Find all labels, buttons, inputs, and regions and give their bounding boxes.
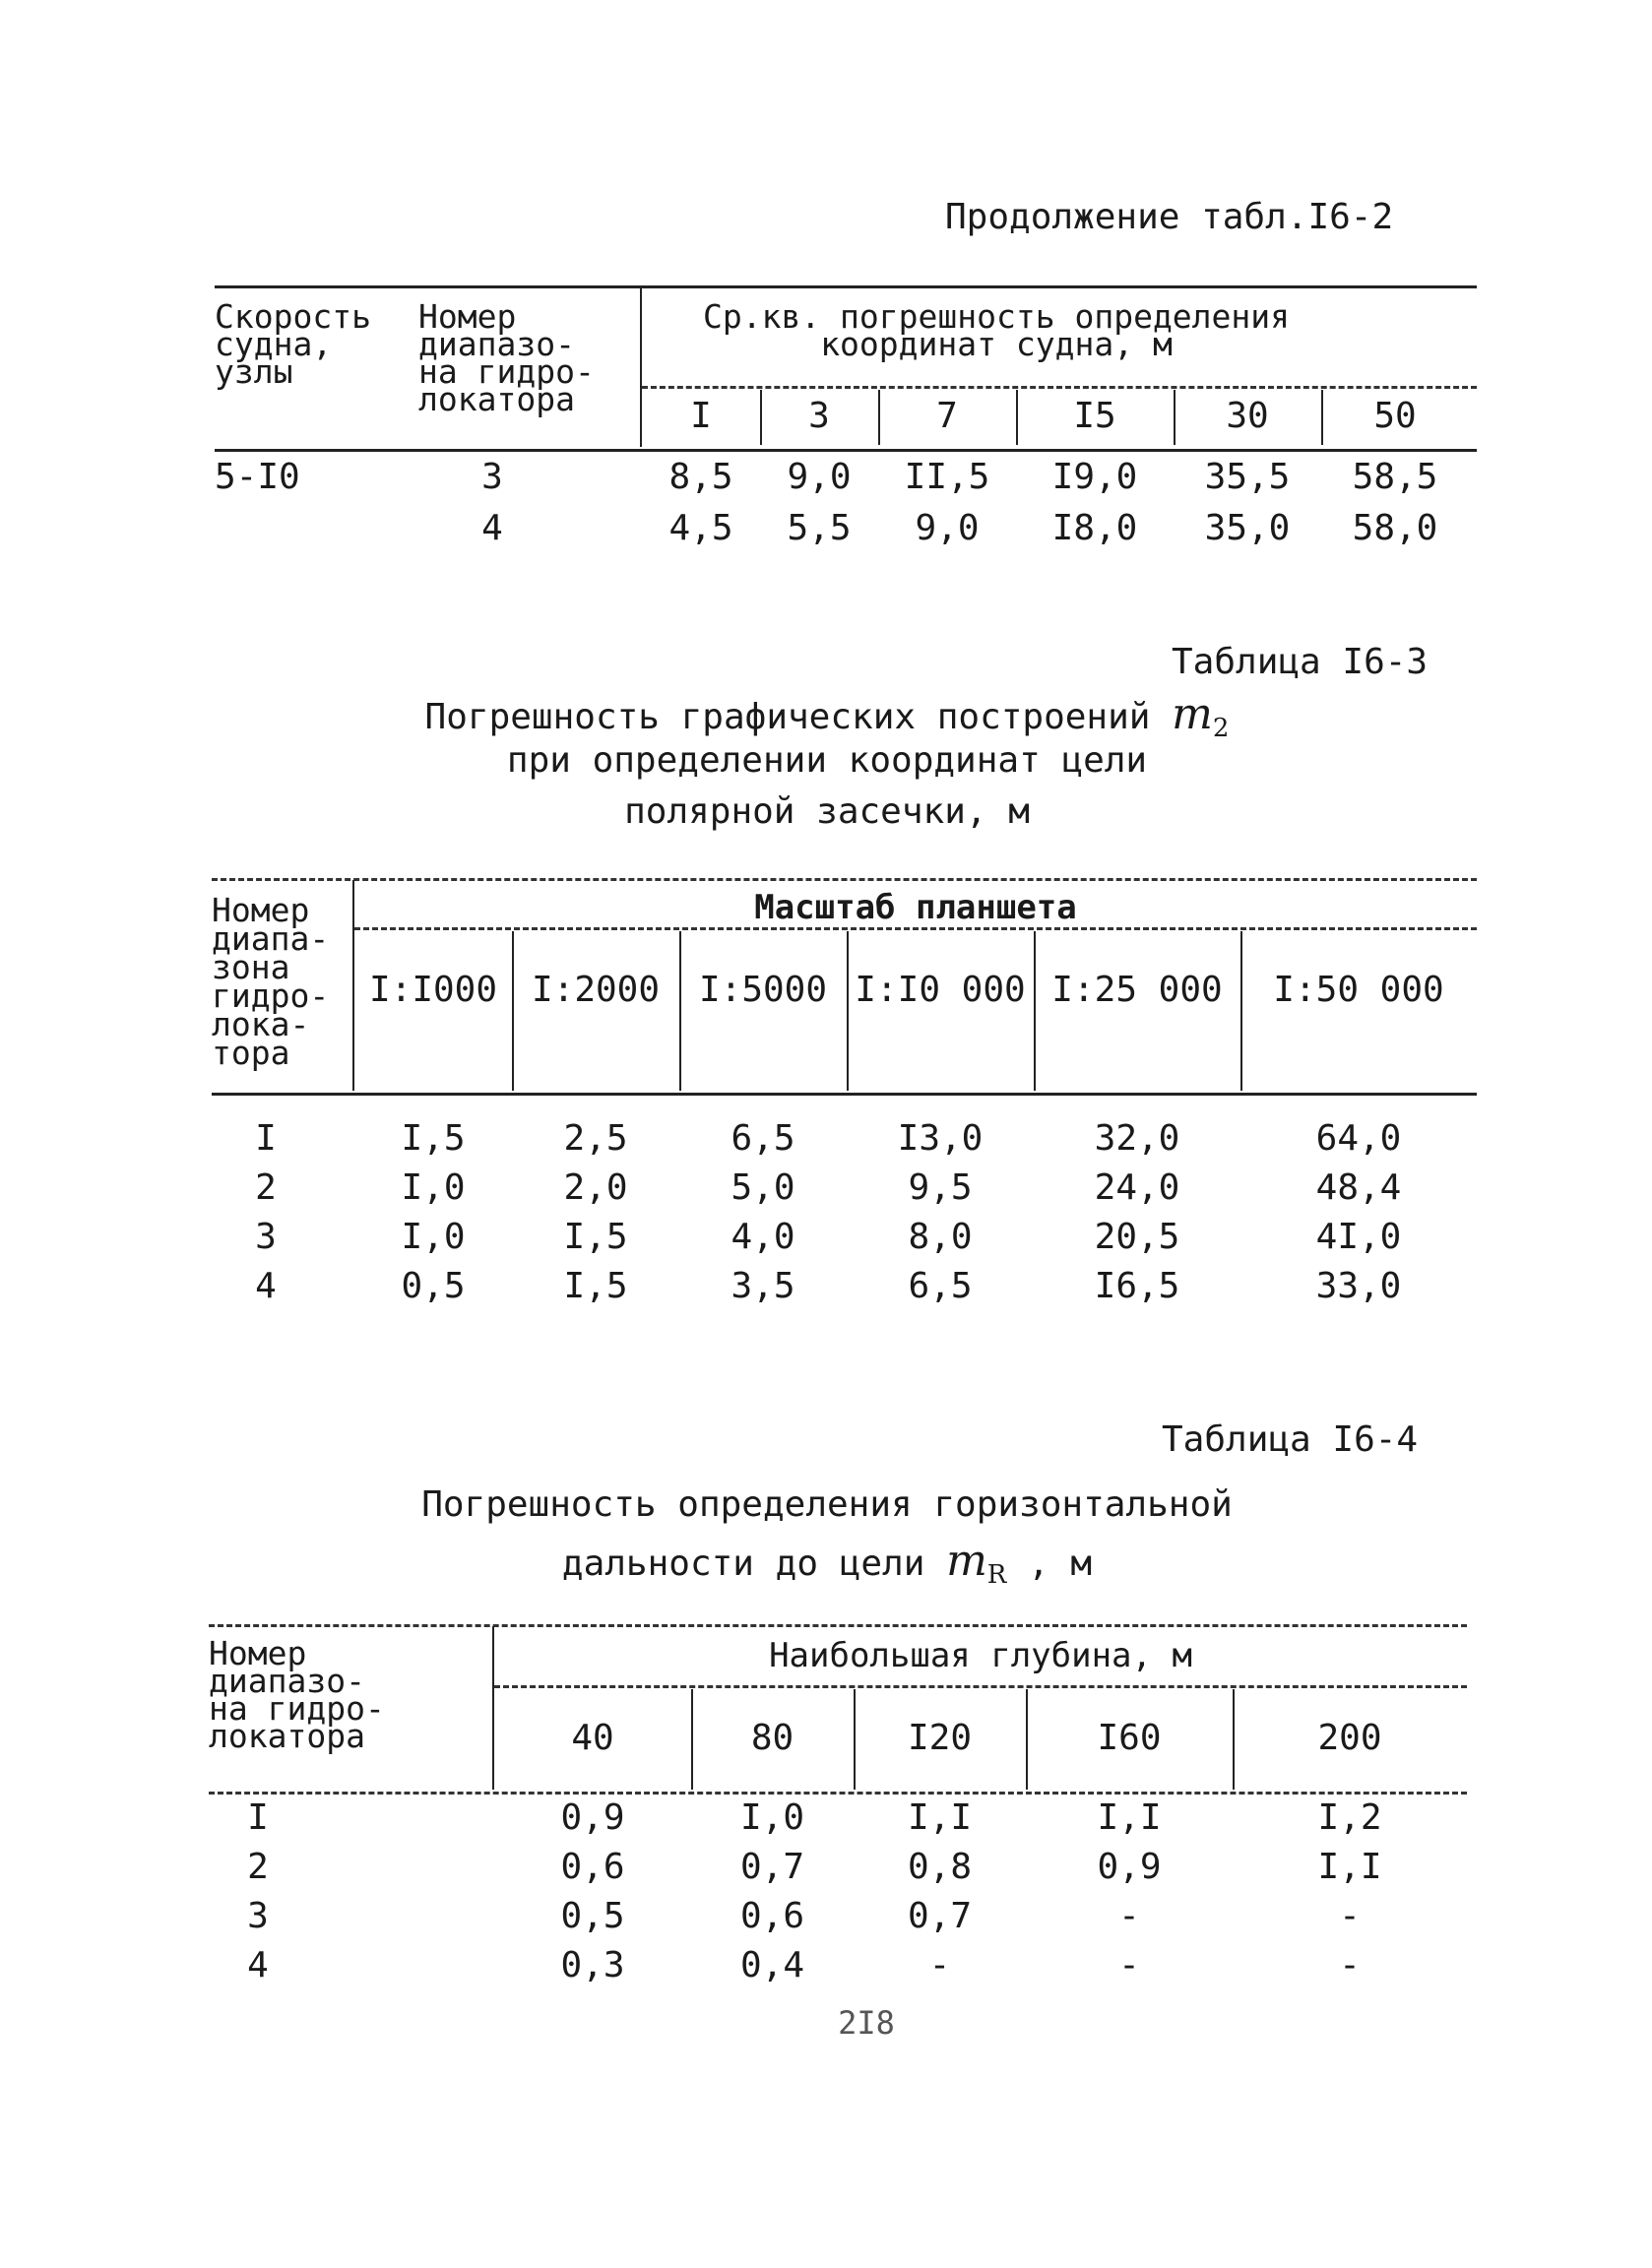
table-cell: 2,0 [563,1167,628,1208]
table-cell: I,I [1317,1847,1382,1887]
table-cell: 5,0 [731,1167,795,1208]
range-value: 2 [247,1847,269,1887]
header-range-number: Номер диапазо- на гидро- локатора [209,1634,385,1755]
column-header: I:5000 [698,970,828,1010]
table-cell: 5,5 [787,508,852,548]
header-group-depth: Наибольшая глубина, м [769,1636,1192,1675]
table-cell: 64,0 [1315,1118,1402,1159]
table-cell: II,5 [904,457,990,497]
column-header: 7 [936,396,958,436]
table-cell: 58,0 [1352,508,1438,548]
table-cell: 24,0 [1094,1167,1180,1208]
table-cell: 58,5 [1352,457,1438,497]
table-cell: 35,5 [1204,457,1291,497]
table-cell: 0,7 [907,1896,973,1936]
table-16-4-label: Таблица I6-4 [1162,1419,1419,1460]
table-cell: 9,0 [787,457,852,497]
table-cell: 35,0 [1204,508,1291,548]
table-cell: 0,7 [739,1847,805,1887]
column-header: I20 [907,1718,973,1758]
table-16-4-title-line-1: Погрешность определения горизонтальной [421,1484,1233,1525]
column-header: 3 [808,396,830,436]
range-value: 4 [255,1266,277,1306]
table-cell: - [1118,1896,1140,1936]
table-cell: 4,5 [668,508,733,548]
table-cell: I,5 [401,1118,466,1159]
table-cell: 8,0 [908,1217,973,1257]
table-cell: 8,5 [668,457,733,497]
table-16-3-title-line-3: полярной засечки, м [624,791,1030,832]
column-header: I [690,396,712,436]
table-cell: I,I [1097,1797,1162,1838]
range-value: 4 [481,508,503,548]
column-header: 200 [1317,1718,1382,1758]
range-value: 3 [481,457,503,497]
column-header: I:I000 [368,970,498,1010]
table-cell: 3,5 [731,1266,795,1306]
table-cell: I,0 [401,1217,466,1257]
table-cell: - [1339,1945,1361,1985]
table-16-3-label: Таблица I6-3 [1172,642,1429,682]
table-cell: I,5 [563,1217,628,1257]
table-16-3-title-line-2: при определении координат цели [506,740,1148,781]
table-16-3-title-line-1: Погрешность графических построений $m_2$ [424,689,1230,744]
column-header: I60 [1097,1718,1162,1758]
table-cell: I3,0 [897,1118,984,1159]
table-cell: 9,5 [908,1167,973,1208]
column-header: 80 [750,1718,794,1758]
speed-value: 5-I0 [215,457,300,497]
header-range-number: Номер диапа- зона гидро- лока- тора [212,891,330,1072]
table-cell: 20,5 [1094,1217,1180,1257]
range-value: 3 [255,1217,277,1257]
table-cell: I,5 [563,1266,628,1306]
table-cell: I8,0 [1051,508,1138,548]
table-cell: 4I,0 [1315,1217,1402,1257]
range-value: I [255,1118,277,1159]
table-cell: 0,5 [560,1896,625,1936]
table-cell: 0,9 [1097,1847,1162,1887]
column-header: I5 [1073,396,1116,436]
m2-symbol: m [1172,689,1213,739]
header-speed: Скорость судна, узлы [215,297,371,391]
table-cell: 33,0 [1315,1266,1402,1306]
table-cell: 0,4 [739,1945,805,1985]
table-cell: I6,5 [1094,1266,1180,1306]
table-cell: 4,0 [731,1217,795,1257]
table-cell: I,2 [1317,1797,1382,1838]
table-cell: 0,3 [560,1945,625,1985]
column-header: I:25 000 [1051,970,1223,1010]
table-cell: I,I [907,1797,973,1838]
header-range-number: Номер диапазо- на гидро- локатора [418,297,595,418]
table-cell: I9,0 [1051,457,1138,497]
table-cell: - [928,1945,951,1985]
column-header: 30 [1226,396,1269,436]
range-value: 4 [247,1945,269,1985]
range-value: I [247,1797,269,1838]
table-cell: 6,5 [731,1118,795,1159]
table-cell: 0,6 [560,1847,625,1887]
table-cell: 0,9 [560,1797,625,1838]
table-cell: 0,6 [739,1896,805,1936]
table-cell: - [1339,1896,1361,1936]
page-number: 2I8 [838,2004,895,2042]
continuation-label: Продолжение табл.I6-2 [945,197,1394,237]
column-header: I:I0 000 [855,970,1026,1010]
table-cell: - [1118,1945,1140,1985]
table-cell: 2,5 [563,1118,628,1159]
header-group-accuracy: Ср.кв. погрешность определения координат судна, м [702,297,1291,363]
table-cell: 48,4 [1315,1167,1402,1208]
table-cell: I,0 [739,1797,805,1838]
column-header: 50 [1373,396,1417,436]
table-cell: 0,8 [907,1847,973,1887]
mR-symbol: m [946,1536,987,1586]
range-value: 3 [247,1896,269,1936]
table-cell: 6,5 [908,1266,973,1306]
column-header: I:50 000 [1273,970,1444,1010]
table-16-4-title-line-2: дальности до цели $m_R$ , м [561,1536,1093,1591]
range-value: 2 [255,1167,277,1208]
column-header: I:2000 [531,970,661,1010]
header-group-scale: Масштаб планшета [754,888,1077,927]
table-cell: 9,0 [915,508,980,548]
table-cell: 0,5 [401,1266,466,1306]
column-header: 40 [571,1718,614,1758]
table-cell: I,0 [401,1167,466,1208]
table-cell: 32,0 [1094,1118,1180,1159]
